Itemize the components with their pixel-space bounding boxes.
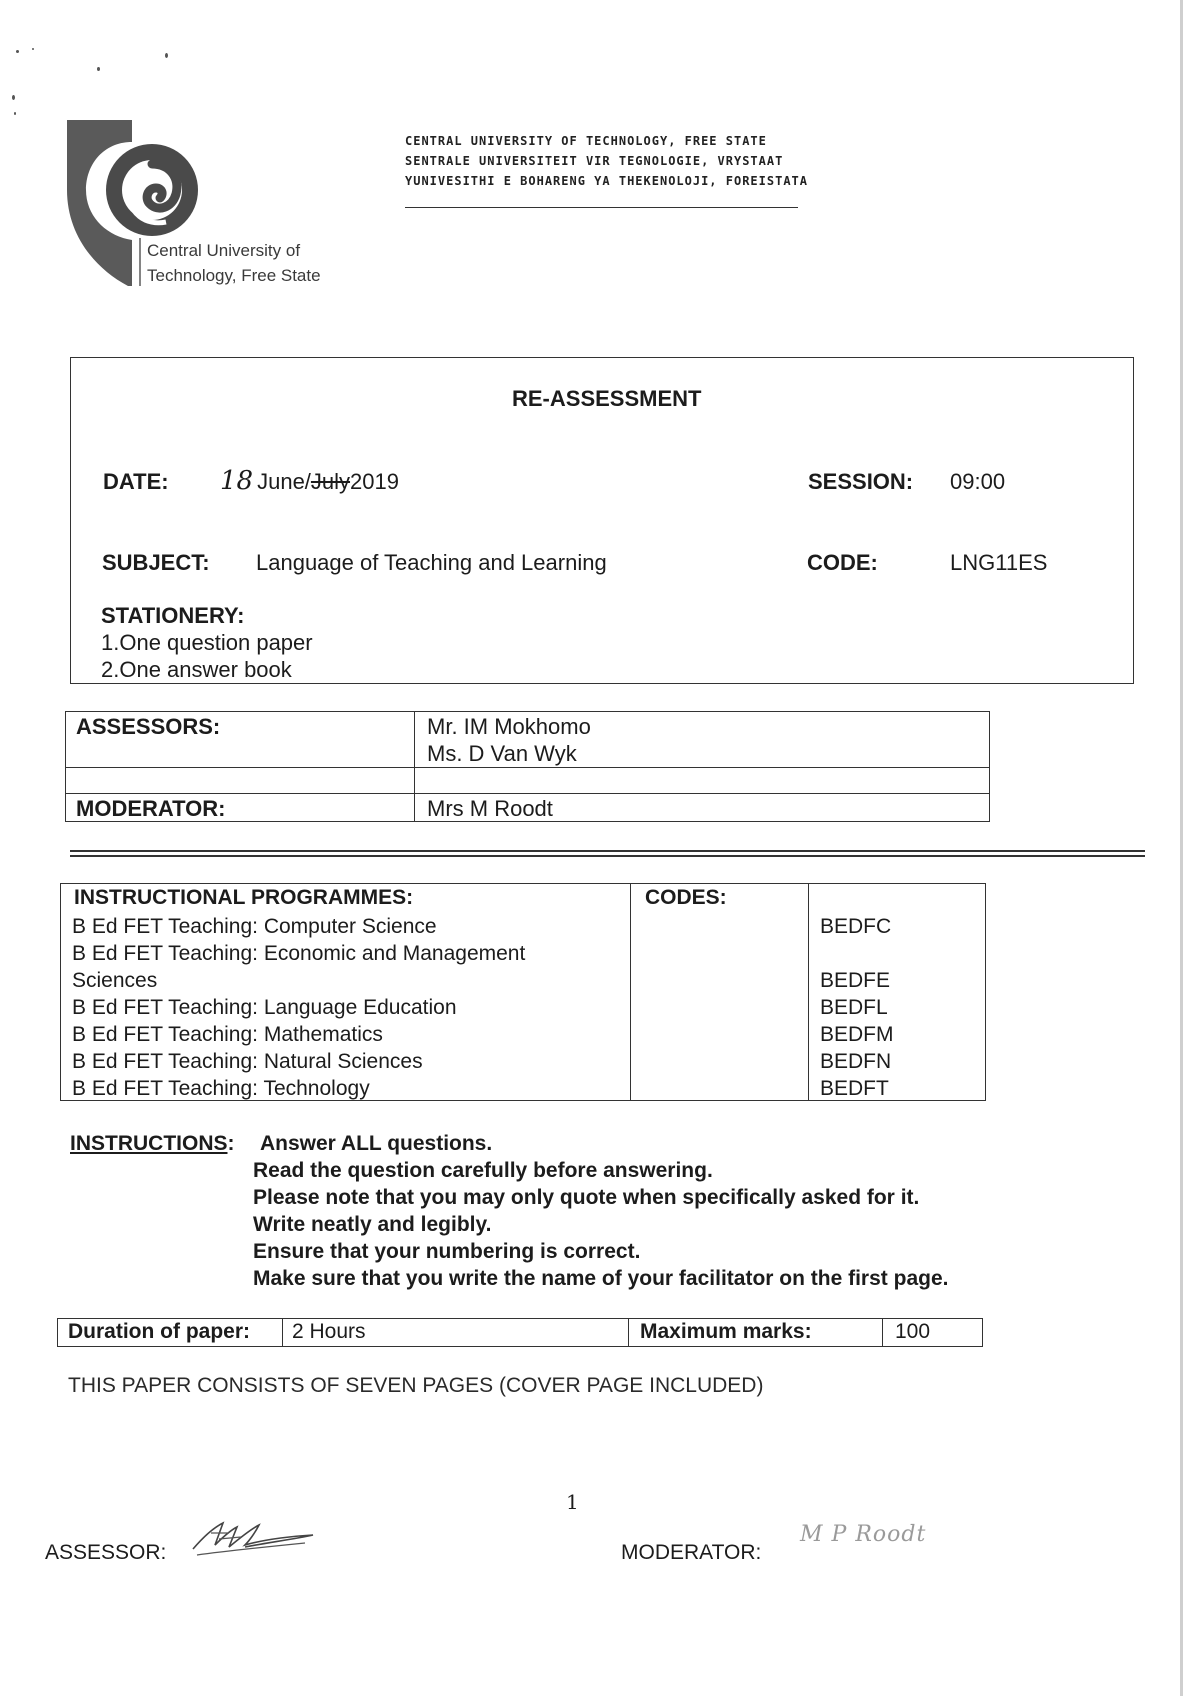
university-name-afrikaans: SENTRALE UNIVERSITEIT VIR TEGNOLOGIE, VRYSTAAT bbox=[405, 154, 784, 168]
assessor-name: Mr. IM Mokhomo bbox=[427, 714, 591, 739]
programme-code: BEDFM bbox=[820, 1023, 894, 1046]
session-label: SESSION: bbox=[808, 469, 914, 494]
programme-code: BEDFT bbox=[820, 1077, 889, 1100]
assessor-name: Ms. D Van Wyk bbox=[427, 741, 577, 766]
page-number: 1 bbox=[566, 1490, 579, 1514]
programme-row: B Ed FET Teaching: Language Education bbox=[72, 996, 457, 1019]
stationery-item: 2.One answer book bbox=[101, 657, 292, 682]
assessment-title: RE-ASSESSMENT bbox=[512, 386, 702, 411]
subject-label: SUBJECT: bbox=[102, 550, 210, 575]
date-day-handwritten: 18 bbox=[220, 466, 254, 496]
section-divider bbox=[70, 850, 1145, 852]
moderator-signature: M P Roodt bbox=[800, 1522, 927, 1547]
date-label: DATE: bbox=[103, 469, 169, 494]
programme-code: BEDFE bbox=[820, 969, 891, 992]
stationery-label: STATIONERY: bbox=[101, 603, 245, 628]
code-label: CODE: bbox=[807, 550, 878, 575]
assessors-label: ASSESSORS: bbox=[76, 714, 221, 739]
header-divider bbox=[405, 207, 798, 208]
programme-row: B Ed FET Teaching: Computer Science bbox=[72, 915, 437, 938]
instructions-heading: INSTRUCTIONS: bbox=[70, 1132, 235, 1155]
instruction-line: Write neatly and legibly. bbox=[253, 1213, 492, 1236]
instructions-label: INSTRUCTIONS bbox=[70, 1132, 228, 1155]
programme-code: BEDFC bbox=[820, 915, 892, 938]
moderator-label: MODERATOR: bbox=[76, 796, 226, 821]
session-value: 09:00 bbox=[950, 469, 1006, 494]
moderator-sign-label: MODERATOR: bbox=[621, 1541, 762, 1564]
instruction-line: Answer ALL questions. bbox=[260, 1132, 493, 1155]
programme-row: B Ed FET Teaching: Mathematics bbox=[72, 1023, 383, 1046]
programme-code: BEDFN bbox=[820, 1050, 892, 1073]
duration-label: Duration of paper: bbox=[68, 1320, 250, 1343]
stationery-item: 1.One question paper bbox=[101, 630, 313, 655]
date-struck-month: July bbox=[310, 469, 351, 494]
university-name-english: CENTRAL UNIVERSITY OF TECHNOLOGY, FREE STATE bbox=[405, 134, 767, 148]
programme-code bbox=[820, 940, 894, 967]
programme-row: Sciences bbox=[72, 969, 158, 992]
code-value: LNG11ES bbox=[950, 550, 1048, 575]
logo-name-line-1: Central University of bbox=[147, 241, 301, 260]
instruction-line: Ensure that your numbering is correct. bbox=[253, 1240, 641, 1263]
programme-row: B Ed FET Teaching: Natural Sciences bbox=[72, 1050, 423, 1073]
logo-name-line-2: Technology, Free State bbox=[147, 266, 321, 285]
max-marks-label: Maximum marks: bbox=[640, 1320, 812, 1343]
university-name-sesotho: YUNIVESITHI E BOHARENG YA THEKENOLOJI, FOREISTATA bbox=[405, 174, 809, 188]
max-marks-value: 100 bbox=[895, 1320, 931, 1343]
instruction-line: Make sure that you write the name of your facilitator on the first page. bbox=[253, 1267, 949, 1290]
programme-row: B Ed FET Teaching: Economic and Management bbox=[72, 942, 526, 965]
date-year: 2019 bbox=[350, 469, 399, 494]
instruction-line: Read the question carefully before answering. bbox=[253, 1159, 713, 1182]
codes-header: CODES: bbox=[645, 886, 727, 909]
subject-value: Language of Teaching and Learning bbox=[256, 550, 607, 575]
programme-code: BEDFL bbox=[820, 996, 888, 1019]
instruction-line: Please note that you may only quote when specifically asked for it. bbox=[253, 1186, 920, 1209]
duration-value: 2 Hours bbox=[292, 1320, 366, 1343]
date-month: June/ bbox=[257, 469, 311, 494]
assessor-signature bbox=[185, 1515, 325, 1570]
date-value bbox=[220, 466, 399, 496]
programme-row: B Ed FET Teaching: Technology bbox=[72, 1077, 370, 1100]
programmes-header: INSTRUCTIONAL PROGRAMMES: bbox=[74, 886, 414, 909]
moderator-name: Mrs M Roodt bbox=[427, 796, 553, 821]
assessor-sign-label: ASSESSOR: bbox=[45, 1541, 167, 1564]
pages-note: THIS PAPER CONSISTS OF SEVEN PAGES (COVER PAGE INCLUDED) bbox=[68, 1374, 764, 1397]
